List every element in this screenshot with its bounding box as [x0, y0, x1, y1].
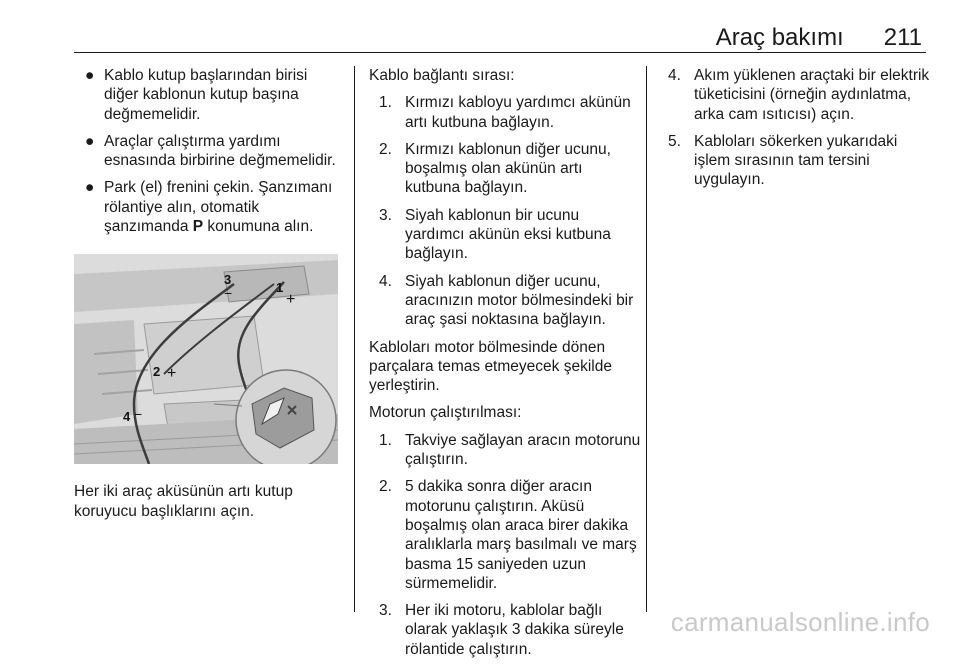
- list-item: 3. Siyah kablonun bir ucunu yardımcı akünün eksi kutbuna bağlayın.: [379, 206, 611, 263]
- gear-position-p: P: [192, 218, 204, 236]
- bullet-item: [74, 66, 340, 124]
- engine-start-heading: Motorun çalıştırılması:: [369, 404, 522, 422]
- callout-3: 3: [224, 272, 232, 288]
- list-item: 2. Kırmızı kablonun diğer ucunu, boşalmış olan akünün artı kutbuna bağlayın.: [379, 140, 611, 197]
- callout-4: 4: [123, 409, 131, 425]
- column-divider-1: [354, 66, 355, 612]
- connection-steps: [369, 93, 641, 329]
- list-item: 5. Kabloları sökerken yukarıdaki işlem sırasının tam tersini uygulayın.: [668, 132, 898, 189]
- bullet-item: [74, 178, 340, 236]
- column-divider-2: [646, 66, 647, 612]
- column-3: [668, 66, 932, 198]
- bullet-icon: ●: [85, 132, 95, 150]
- minus-icon: −: [224, 285, 233, 302]
- list-item: 4. Akım yüklenen araçtaki bir elektrik tüketicisini (örneğin aydınlatma, arka cam ısıtıcısı) açın.: [668, 67, 930, 123]
- bullet-icon: ●: [85, 67, 95, 84]
- list-item: 3. Her iki motoru, kablolar bağlı olarak yaklaşık 3 dakika süreyle rölantide çalıştırın.: [379, 602, 624, 658]
- bullet-text: Park (el) frenini çekin. Şanzımanı rölantiye alın, otomatik şanzımanda P konumuna alın.: [104, 179, 333, 236]
- list-item: 1. Kırmızı kabloyu yardımcı akünün artı kutbuna bağlayın.: [379, 94, 631, 131]
- figure-caption: Her iki araç aküsünün artı kutup koruyucu başlıklarını açın.: [74, 483, 293, 520]
- bullet-item: [74, 132, 340, 171]
- header-rule: [74, 52, 926, 53]
- section-title: Araç bakımı: [715, 24, 844, 51]
- callout-1: 1: [276, 280, 284, 296]
- watermark: carmanualsonline.info: [670, 607, 930, 637]
- final-steps: [668, 66, 932, 190]
- plus-icon: +: [167, 365, 177, 383]
- engine-start-steps: [369, 431, 641, 659]
- bullet-icon: ●: [85, 179, 95, 197]
- list-item: 2. 5 dakika sonra diğer aracın motorunu çalıştırın. Aküsü boşalmış olan araca birer dakika aralıklarla marş basılmalı ve marş basma 15 saniyeden uzun sürmemelidir.: [379, 478, 637, 592]
- jump-start-illustration: [74, 254, 338, 464]
- list-item: 1. Takviye sağlayan aracın motorunu çalıştırın.: [379, 431, 641, 469]
- callout-2: 2: [153, 364, 161, 380]
- bullet-text: Araçlar çalıştırma yardımı esnasında birbirine değmemelidir.: [104, 132, 336, 170]
- cable-routing-note: Kabloları motor bölmesinde dönen parçalara temas etmeyecek şekilde yerleştirin.: [369, 338, 612, 395]
- column-1: [74, 66, 340, 529]
- page-number: 211: [883, 24, 922, 51]
- connection-order-heading: Kablo bağlantı sırası:: [369, 67, 515, 84]
- safety-bullet-list: [74, 66, 340, 236]
- bullet-text: Kablo kutup başlarından birisi diğer kablonun kutup başına değmemelidir.: [104, 67, 308, 123]
- page-header: [716, 24, 922, 52]
- column-2: [369, 66, 641, 667]
- list-item: 4. Siyah kablonun diğer ucunu, aracınızın motor bölmesindeki bir araç şasi noktasına bağlayın.: [379, 272, 634, 329]
- plus-icon: +: [286, 291, 296, 309]
- minus-icon: −: [134, 406, 143, 423]
